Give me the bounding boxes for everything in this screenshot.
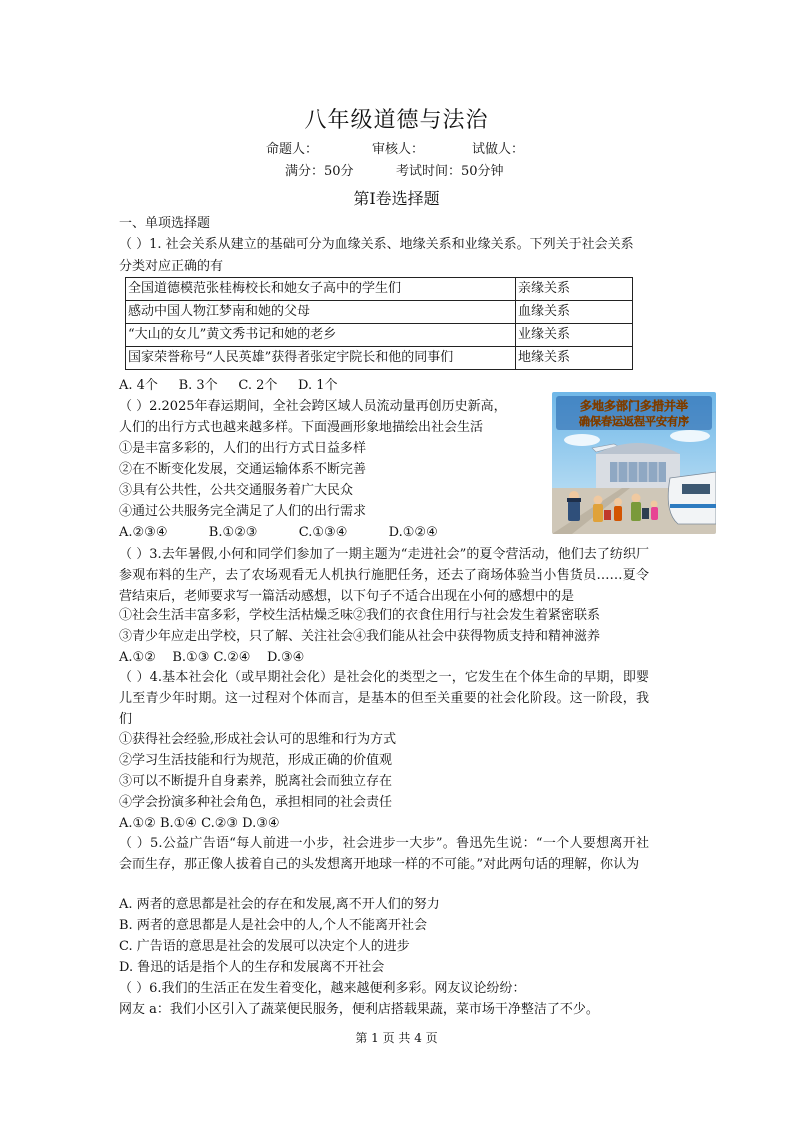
q1-stem-line2: 分类对应正确的有 xyxy=(119,259,224,274)
table-row xyxy=(126,347,633,370)
q2-choice-4: ④通过公共服务完全满足了人们的出行需求 xyxy=(119,504,367,519)
q1-stem-line1: （ ）1. 社会关系从建立的基础可分为血缘关系、地缘关系和业缘关系。下列关于社会关系 xyxy=(119,237,634,252)
spring-travel-poster-image xyxy=(552,392,716,534)
q5-stem: （ ）5.公益广告语“每人前进一小步，社会进步一大步”。鲁迅先生说：“一个人要想离开社会而生存，那正像人拔着自己的头发想离开地球一样的不可能。”对此两句话的理解，你认为 xyxy=(119,836,649,872)
q4-choice-1: ①获得社会经验,形成社会认可的思维和行为方式 xyxy=(119,732,397,747)
table-cell: 业缘关系 xyxy=(516,324,633,347)
q5-option-b: B. 两者的意思都是人是社会中的人,个人不能离开社会 xyxy=(119,918,427,933)
page-footer: 第 1 页 共 4 页 xyxy=(355,1031,438,1045)
q5-option-d: D. 鲁迅的话是指个人的生存和发展离不开社会 xyxy=(119,960,385,975)
table-cell: “大山的女儿”黄文秀书记和她的老乡 xyxy=(126,324,516,347)
q3-choice-line2: ③青少年应走出学校，只了解、关注社会④我们能从社会中获得物质支持和精神滋养 xyxy=(119,629,601,644)
q2-stem-line2: 人们的出行方式也越来越多样。下面漫画形象地描绘出社会生活 xyxy=(119,420,484,435)
table-cell: 亲缘关系 xyxy=(516,278,633,301)
score-label: 满分：50分 xyxy=(285,164,354,179)
part-title: 一、单项选择题 xyxy=(119,216,211,231)
reviewer-label: 审核人： xyxy=(372,142,425,157)
q3-stem: （ ）3.去年暑假,小何和同学们参加了一期主题为“走进社会”的夏令营活动，他们去了纺织厂参观布料的生产，去了农场观看无人机执行施肥任务，还去了商场体验当小售货员……夏令营结束后，老师要求写一篇活动感想，以下句子不适合出现在小何的感想中的是 xyxy=(119,547,649,604)
poster-headline-1: 多地多部门多措并举 xyxy=(579,399,689,413)
q3-choice-line1: ①社会生活丰富多彩，学校生活枯燥乏味②我们的衣食住用行与社会发生着紧密联系 xyxy=(119,608,601,623)
table-cell: 血缘关系 xyxy=(516,301,633,324)
tester-label: 试做人： xyxy=(472,142,525,157)
q4-options: A.①② B.①④ C.②③ D.③④ xyxy=(119,816,280,831)
q5-option-c: C. 广告语的意思是社会的发展可以决定个人的进步 xyxy=(119,939,410,954)
q2-stem-line1: （ ）2.2025年春运期间，全社会跨区域人员流动量再创历史新高， xyxy=(119,399,507,414)
q2-choice-2: ②在不断变化发展，交通运输体系不断完善 xyxy=(119,462,367,477)
q4-choice-2: ②学习生活技能和行为规范，形成正确的价值观 xyxy=(119,753,393,768)
q4-stem: （ ）4.基本社会化（或早期社会化）是社会化的类型之一，它发生在个体生命的早期，即婴儿至青少年时期。这一过程对个体而言，是基本的但至关重要的社会化阶段。这一阶段，我们 xyxy=(119,670,649,727)
table-cell: 国家荣誉称号“人民英雄”获得者张定宇院长和他的同事们 xyxy=(126,347,516,370)
relation-table xyxy=(125,277,633,370)
q2-options: A.②③④ B.①②③ C.①③④ D.①②④ xyxy=(119,525,438,540)
q6-comment-a: 网友 a：我们小区引入了蔬菜便民服务，便利店搭载果蔬，菜市场干净整洁了不少。 xyxy=(119,1002,599,1017)
table-row xyxy=(126,278,633,301)
table-cell: 全国道德模范张桂梅校长和她女子高中的学生们 xyxy=(126,278,516,301)
author-label: 命题人： xyxy=(266,142,319,157)
exam-title: 八年级道德与法治 xyxy=(304,108,489,133)
table-cell: 地缘关系 xyxy=(516,347,633,370)
time-label: 考试时间：50分钟 xyxy=(396,164,504,179)
q1-options: A. 4个 B. 3个 C. 2个 D. 1个 xyxy=(119,378,338,393)
table-cell: 感动中国人物江梦南和她的父母 xyxy=(126,301,516,324)
q4-choice-3: ③可以不断提升自身素养，脱离社会而独立存在 xyxy=(119,774,393,789)
q3-options: A.①② B.①③ C.②④ D.③④ xyxy=(119,650,305,665)
table-row xyxy=(126,301,633,324)
poster-headline-2: 确保春运返程平安有序 xyxy=(579,415,689,428)
q4-choice-4: ④学会扮演多种社会角色，承担相同的社会责任 xyxy=(119,795,393,810)
poster-illustration xyxy=(552,392,716,534)
q6-stem: （ ）6.我们的生活正在发生着变化，越来越便利多彩。网友议论纷纷： xyxy=(119,981,526,996)
q2-choice-1: ①是丰富多彩的，人们的出行方式日益多样 xyxy=(119,441,367,456)
q5-option-a: A. 两者的意思都是社会的存在和发展,离不开人们的努力 xyxy=(119,897,440,912)
table-row xyxy=(126,324,633,347)
section-title: 第Ⅰ卷选择题 xyxy=(353,189,440,208)
q2-choice-3: ③具有公共性，公共交通服务着广大民众 xyxy=(119,483,354,498)
